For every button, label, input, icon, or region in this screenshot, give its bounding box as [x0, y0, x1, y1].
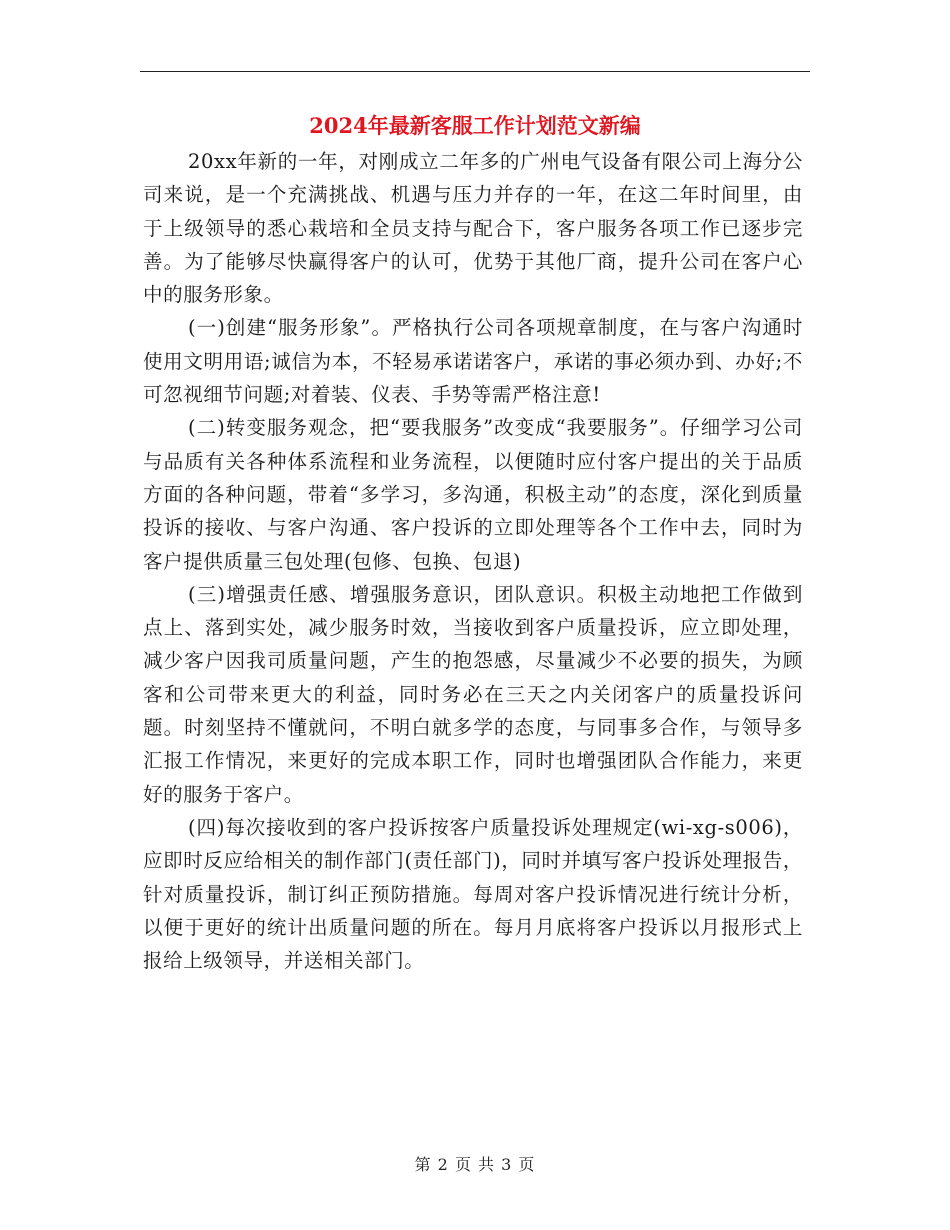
page-number-footer: 第 2 页 共 3 页	[414, 1155, 536, 1174]
paragraph-section-2: (二)转变服务观念，把“要我服务”改变成“我要服务”。仔细学习公司与品质有关各种体系流程和业务流程，以便随时应付客户提出的关于品质方面的各种问题，带着“多学习，多沟通，积极主动”的态度，深化到质量投诉的接收、与客户沟通、客户投诉的立即处理等各个工作中去，同时为客户提供质量三包处理(包修、包换、包退)	[143, 416, 803, 573]
paragraph-section-1: (一)创建“服务形象”。严格执行公司各项规章制度，在与客户沟通时使用文明用语;诚信为本，不轻易承诺诺客户，承诺的事必须办到、办好;不可忽视细节问题;对着装、仪表、手势等需严格注意!	[143, 316, 803, 407]
paragraph-intro: 20xx年新的一年，对刚成立二年多的广州电气设备有限公司上海分公司来说，是一个充满挑战、机遇与压力并存的一年，在这二年时间里，由于上级领导的悉心栽培和全员支持与配合下，客户服务各项工作已逐步完善。为了能够尽快赢得客户的认可，优势于其他厂商，提升公司在客户心中的服务形象。	[143, 150, 803, 307]
header-divider	[140, 71, 810, 72]
paragraph-section-4: (四)每次接收到的客户投诉按客户质量投诉处理规定(wi-xg-s006)，应即时反应给相关的制作部门(责任部门)，同时并填写客户投诉处理报告，针对质量投诉，制订纠正预防措施。每周对客户投诉情况进行统计分析，以便于更好的统计出质量问题的所在。每月月底将客户投诉以月报形式上报给上级领导，并送相关部门。	[143, 815, 803, 973]
document-body	[143, 145, 803, 977]
document-title: 2024年最新客服工作计划范文新编	[309, 113, 641, 138]
paragraph-section-3: (三)增强责任感、增强服务意识，团队意识。积极主动地把工作做到点上、落到实处，减少服务时效，当接收到客户质量投诉，应立即处理，减少客户因我司质量问题，产生的抱怨感，尽量减少不必要的损失，为顾客和公司带来更大的利益，同时务必在三天之内关闭客户的质量投诉问题。时刻坚持不懂就问，不明白就多学的态度，与同事多合作，与领导多汇报工作情况，来更好的完成本职工作，同时也增强团队合作能力，来更好的服务于客户。	[143, 582, 803, 806]
